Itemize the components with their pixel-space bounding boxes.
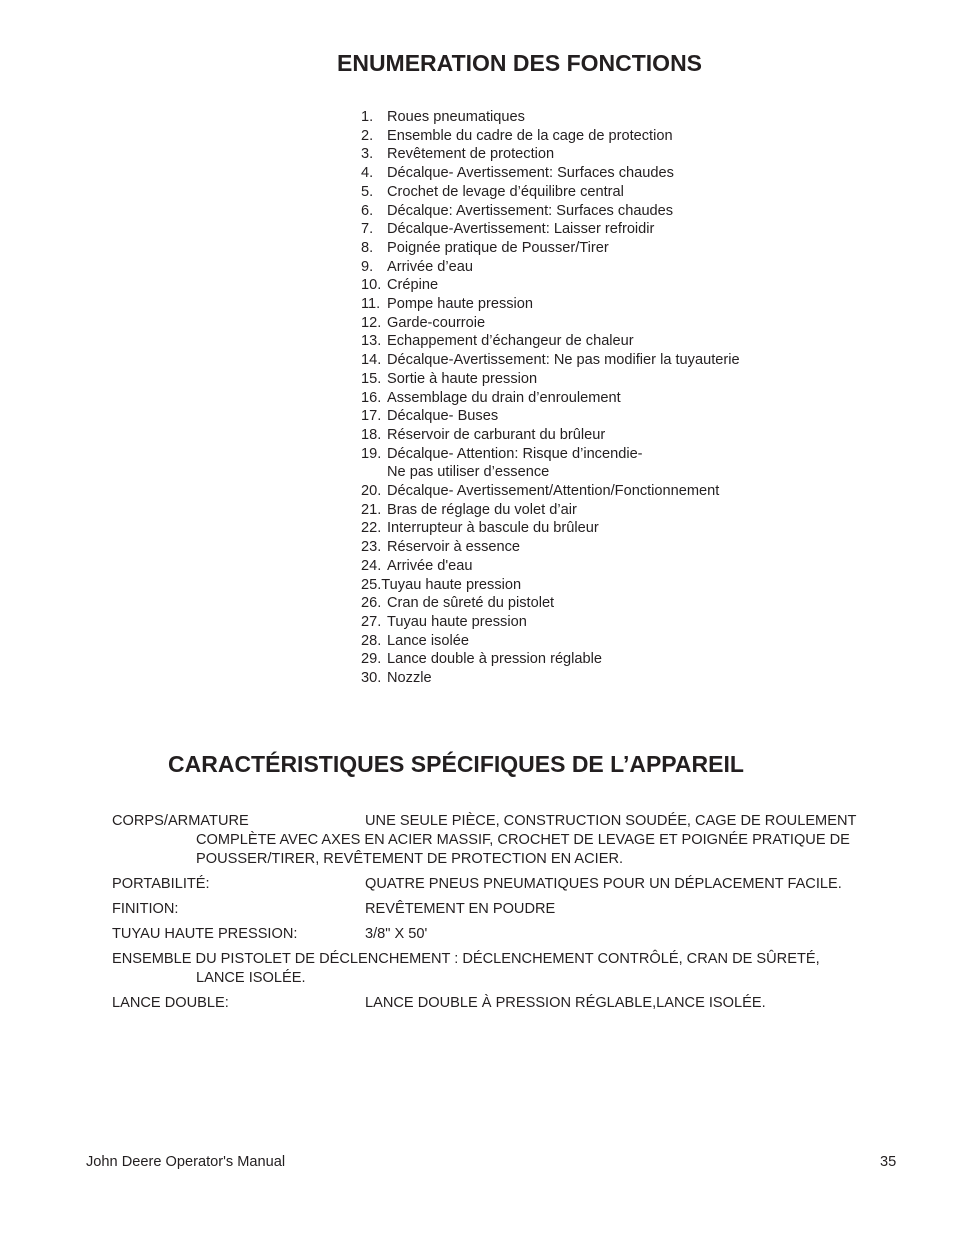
list-item [361,164,740,183]
spec-row [112,875,912,894]
list-item [361,519,740,538]
list-item [361,538,740,557]
item-text: Lance double à pression réglable [387,651,603,668]
item-text: Assemblage du drain d’enroulement [387,389,621,406]
list-item [361,501,740,520]
list-item [361,258,740,277]
item-text: Arrivée d’eau [387,258,473,275]
list-item [361,127,740,146]
item-number: 30. [361,670,382,687]
item-text: Revêtement de protection [387,146,555,163]
item-number: 17. [361,408,382,425]
specs-table [112,812,912,1013]
item-text: Arrivée d'eau [387,557,473,574]
list-item [361,239,740,258]
page-number: 35 [880,1154,897,1170]
item-number: 16. [361,389,382,406]
footer-manual-name: John Deere Operator's Manual [86,1154,286,1170]
item-text: Bras de réglage du volet d’air [387,501,577,518]
item-text: Nozzle [387,670,432,687]
list-item [361,145,740,164]
item-text: Tuyau haute pression [381,576,522,593]
item-text: Décalque- Buses [387,408,499,425]
item-text: Crochet de levage d’équilibre central [387,183,624,200]
item-text: Ensemble du cadre de la cage de protection [387,127,673,144]
item-number: 24. [361,557,382,574]
item-number: 26. [361,595,382,612]
item-text: Garde-courroie [387,314,486,331]
item-text: Réservoir de carburant du brûleur [387,426,606,443]
item-number: 20. [361,483,382,500]
item-text: Poignée pratique de Pousser/Tirer [387,239,609,256]
item-text: Echappement d’échangeur de chaleur [387,333,634,350]
item-text: Décalque-Avertissement: Laisser refroidir [387,221,655,238]
spec-row [112,812,912,869]
spec-value: UNE SEULE PIÈCE, CONSTRUCTION SOUDÉE, CAGE DE ROULEMENT [365,813,857,829]
item-number: 1. [361,109,374,125]
list-item [361,220,740,239]
spec-row [112,925,912,944]
item-number: 14. [361,352,382,369]
item-number: 6. [361,202,374,219]
list-item [361,295,740,314]
spec-value: LANCE DOUBLE À PRESSION RÉGLABLE,LANCE ISOLÉE. [365,995,766,1011]
spec-value-continued: POUSSER/TIRER, REVÊTEMENT DE PROTECTION EN ACIER. [196,851,624,867]
spec-row [112,950,912,988]
item-text: Réservoir à essence [387,539,521,556]
list-item [361,108,740,127]
list-item [361,407,740,426]
item-number: 15. [361,370,382,387]
item-number: 29. [361,651,382,668]
item-text: Sortie à haute pression [387,370,538,387]
list-item [361,445,740,482]
item-number: 12. [361,314,382,331]
list-item [361,351,740,370]
list-item [361,576,740,595]
item-number: 23. [361,539,382,556]
list-item [361,314,740,333]
item-text: Interrupteur à bascule du brûleur [387,520,599,537]
item-number: 10. [361,277,382,294]
list-item [361,613,740,632]
spec-row [112,900,912,919]
spec-label: LANCE DOUBLE: [112,995,229,1011]
spec-row [112,994,912,1013]
spec-label: FINITION: [112,901,179,917]
item-number: 13. [361,333,382,350]
item-number: 3. [361,146,374,163]
list-item [361,276,740,295]
item-text: Cran de sûreté du pistolet [387,595,555,612]
item-text: Décalque- Avertissement: Surfaces chaudes [387,165,674,182]
spec-value-continued: COMPLÈTE AVEC AXES EN ACIER MASSIF, CROCHET DE LEVAGE ET POIGNÉE PRATIQUE DE [196,832,850,848]
page-title: ENUMERATION DES FONCTIONS [337,50,703,76]
item-number: 2. [361,127,374,144]
item-number: 22. [361,520,382,537]
item-text: Décalque: Avertissement: Surfaces chaudes [387,202,674,219]
item-text: Pompe haute pression [387,296,534,313]
list-item [361,202,740,221]
list-item [361,183,740,202]
item-number: 19. [361,445,382,462]
spec-label: TUYAU HAUTE PRESSION: [112,926,298,942]
list-item [361,370,740,389]
list-item [361,332,740,351]
item-text: Tuyau haute pression [387,613,527,630]
item-text: Crépine [387,277,439,294]
list-item [361,426,740,445]
spec-value: QUATRE PNEUS PNEUMATIQUES POUR UN DÉPLACEMENT FACILE. [365,876,842,892]
item-number: 21. [361,501,382,518]
item-number: 4. [361,165,374,182]
item-number: 9. [361,258,374,275]
list-item [361,632,740,651]
spec-label: PORTABILITÉ: [112,876,210,892]
function-list [361,108,740,688]
item-text-continued: Ne pas utiliser d’essence [387,464,550,481]
item-number: 25. [361,576,382,593]
item-number: 8. [361,239,374,256]
item-number: 5. [361,183,374,200]
list-item [361,557,740,576]
item-text: Décalque- Attention: Risque d’incendie- [387,445,643,462]
specs-title: CARACTÉRISTIQUES SPÉCIFIQUES DE L’APPAREIL [168,751,744,777]
item-text: Décalque- Avertissement/Attention/Fonctionnement [387,483,720,500]
item-number: 18. [361,426,382,443]
item-number: 7. [361,221,374,238]
item-text: Roues pneumatiques [387,109,525,125]
item-text: Décalque-Avertissement: Ne pas modifier la tuyauterie [387,352,740,369]
item-number: 28. [361,632,382,649]
list-item [361,594,740,613]
list-item [361,650,740,669]
item-text: Lance isolée [387,632,469,649]
spec-value: 3/8" X 50' [365,926,428,942]
list-item [361,389,740,408]
list-item [361,482,740,501]
spec-value-continued: LANCE ISOLÉE. [196,970,306,986]
item-number: 27. [361,613,382,630]
spec-value: REVÊTEMENT EN POUDRE [365,901,556,917]
item-number: 11. [361,296,381,313]
spec-label: CORPS/ARMATURE [112,813,249,829]
list-item [361,669,740,688]
spec-full-line: ENSEMBLE DU PISTOLET DE DÉCLENCHEMENT : DÉCLENCHEMENT CONTRÔLÉ, CRAN DE SÛRETÉ, [112,951,820,967]
